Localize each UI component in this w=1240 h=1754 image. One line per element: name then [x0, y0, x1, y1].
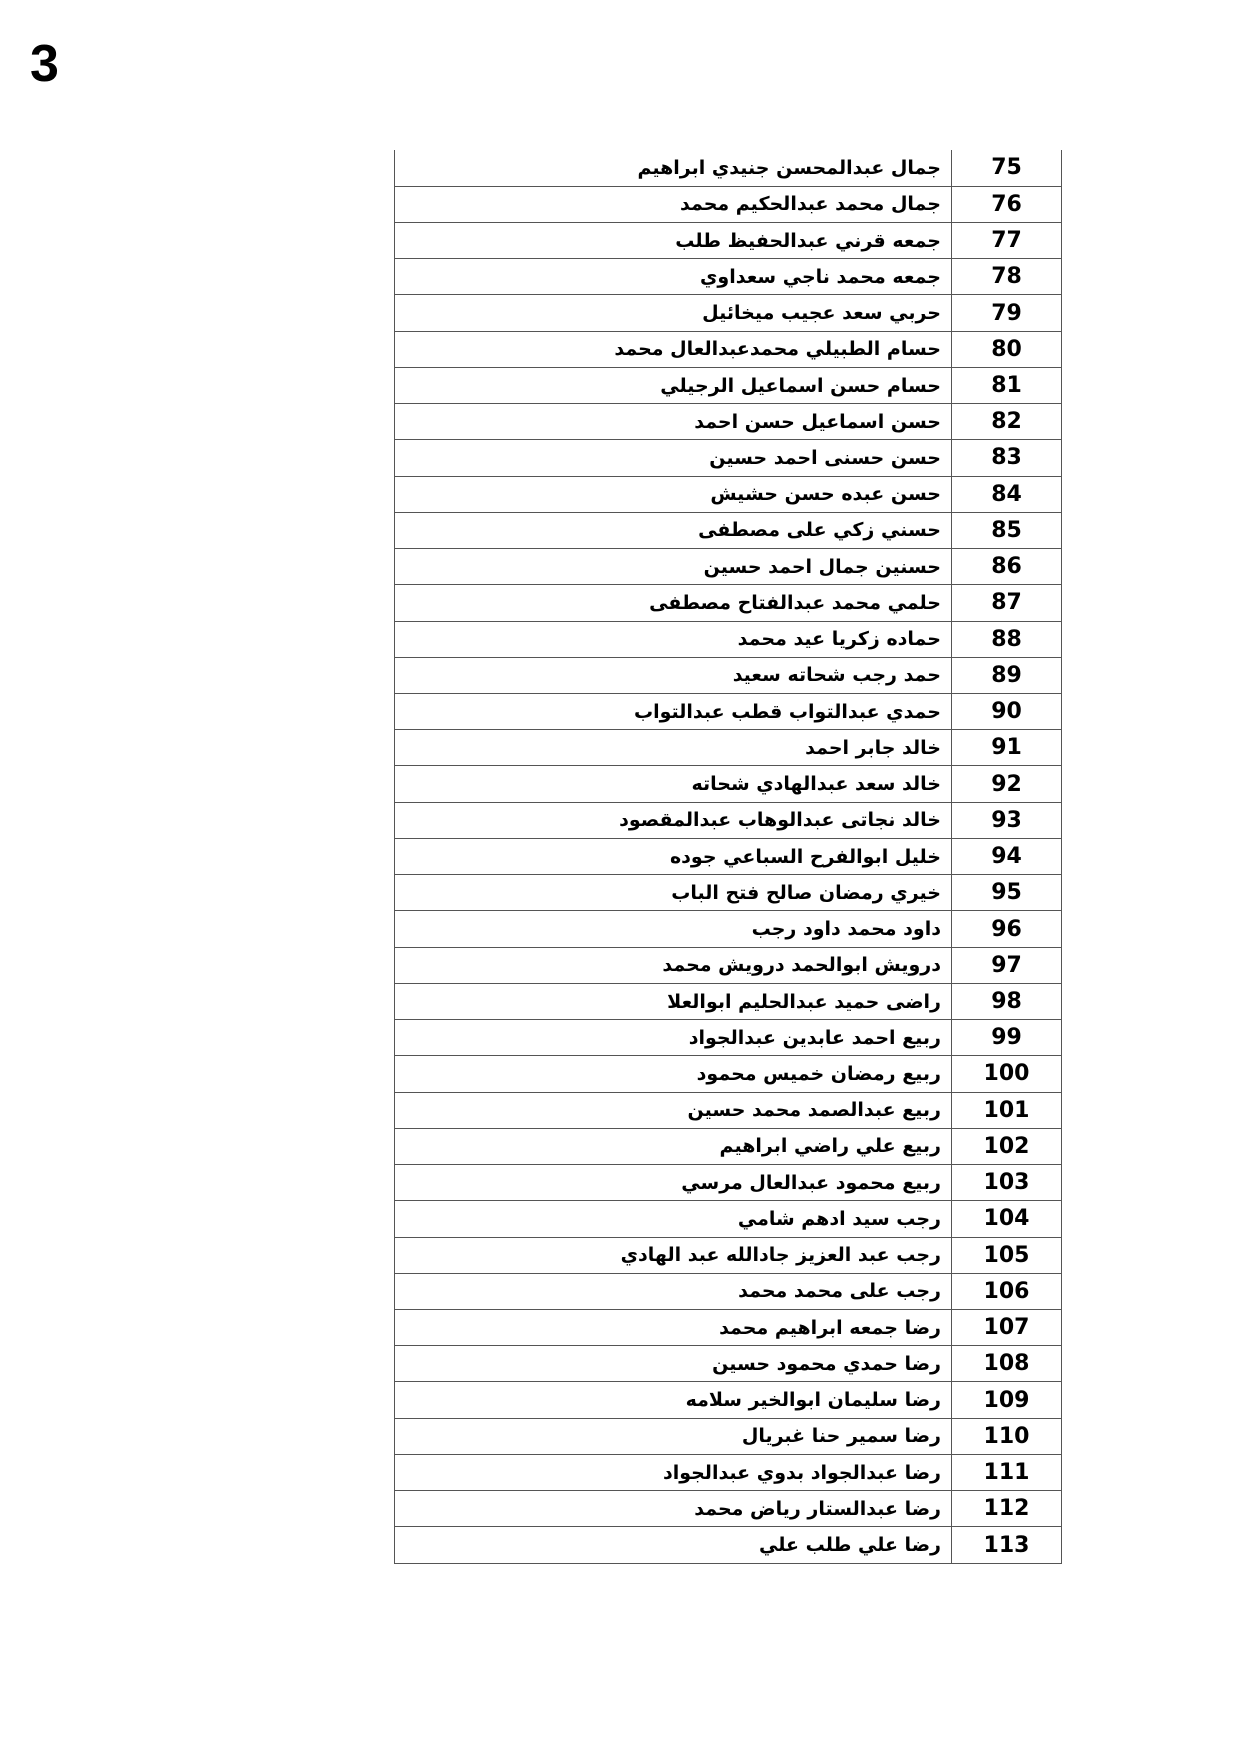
table-row: [395, 367, 1062, 403]
table-row: [395, 983, 1062, 1019]
row-number: 101: [952, 1092, 1062, 1128]
row-number: 90: [952, 694, 1062, 730]
row-number: 113: [952, 1527, 1062, 1563]
row-name: رضا سمير حنا غبريال: [395, 1418, 952, 1454]
row-name: حماده زكريا عيد محمد: [395, 621, 952, 657]
table-row: [395, 1418, 1062, 1454]
row-number: 99: [952, 1020, 1062, 1056]
table-row: [395, 1454, 1062, 1490]
row-number: 104: [952, 1201, 1062, 1237]
row-name: ربيع احمد عابدين عبدالجواد: [395, 1020, 952, 1056]
row-number: 93: [952, 802, 1062, 838]
table-row: [395, 1527, 1062, 1563]
row-name: حسنين جمال احمد حسين: [395, 549, 952, 585]
row-name: خالد جابر احمد: [395, 730, 952, 766]
row-name: حسام حسن اسماعيل الرجيلي: [395, 367, 952, 403]
table-row: [395, 657, 1062, 693]
table-row: [395, 222, 1062, 258]
row-number: 111: [952, 1454, 1062, 1490]
table-row: [395, 621, 1062, 657]
row-name: حسام الطبيلي محمدعبدالعال محمد: [395, 331, 952, 367]
row-name: حمدي عبدالتواب قطب عبدالتواب: [395, 694, 952, 730]
table-row: [395, 802, 1062, 838]
row-name: راضى حميد عبدالحليم ابوالعلا: [395, 983, 952, 1019]
row-name: رضا جمعه ابراهيم محمد: [395, 1310, 952, 1346]
row-name: جمعه قرني عبدالحفيظ طلب: [395, 222, 952, 258]
row-name: رضا سليمان ابوالخير سلامه: [395, 1382, 952, 1418]
table-row: [395, 476, 1062, 512]
row-name: حسن حسنى احمد حسين: [395, 440, 952, 476]
row-name: ربيع محمود عبدالعال مرسي: [395, 1165, 952, 1201]
row-name: ربيع علي راضي ابراهيم: [395, 1128, 952, 1164]
row-name: خالد سعد عبدالهادي شحاته: [395, 766, 952, 802]
row-number: 81: [952, 367, 1062, 403]
row-number: 100: [952, 1056, 1062, 1092]
row-name: جمال عبدالمحسن جنيدي ابراهيم: [395, 150, 952, 186]
row-number: 79: [952, 295, 1062, 331]
table-row: [395, 1382, 1062, 1418]
table-row: [395, 838, 1062, 874]
names-table-body: [395, 150, 1062, 1563]
table-row: [395, 1310, 1062, 1346]
row-number: 105: [952, 1237, 1062, 1273]
row-number: 83: [952, 440, 1062, 476]
row-number: 76: [952, 186, 1062, 222]
row-name: حسن عبده حسن حشيش: [395, 476, 952, 512]
row-name: رضا علي طلب علي: [395, 1527, 952, 1563]
row-number: 78: [952, 259, 1062, 295]
row-name: رضا حمدي محمود حسين: [395, 1346, 952, 1382]
table-row: [395, 1128, 1062, 1164]
row-name: خليل ابوالفرح السباعي جوده: [395, 838, 952, 874]
row-name: خيري رمضان صالح فتح الباب: [395, 875, 952, 911]
table-row: [395, 1346, 1062, 1382]
row-number: 109: [952, 1382, 1062, 1418]
row-number: 97: [952, 947, 1062, 983]
row-number: 102: [952, 1128, 1062, 1164]
page-number: 3: [30, 35, 59, 93]
table-row: [395, 404, 1062, 440]
row-name: حسني زكي على مصطفى: [395, 512, 952, 548]
row-number: 108: [952, 1346, 1062, 1382]
names-table: [394, 150, 1062, 1564]
table-row: [395, 295, 1062, 331]
row-name: حربي سعد عجيب ميخائيل: [395, 295, 952, 331]
table-row: [395, 1092, 1062, 1128]
table-row: [395, 1491, 1062, 1527]
row-number: 77: [952, 222, 1062, 258]
row-number: 85: [952, 512, 1062, 548]
table-row: [395, 730, 1062, 766]
row-name: رجب على محمد محمد: [395, 1273, 952, 1309]
row-name: جمال محمد عبدالحكيم محمد: [395, 186, 952, 222]
row-number: 96: [952, 911, 1062, 947]
row-name: ربيع رمضان خميس محمود: [395, 1056, 952, 1092]
table-row: [395, 1020, 1062, 1056]
row-name: خالد نجاتى عبدالوهاب عبدالمقصود: [395, 802, 952, 838]
row-number: 86: [952, 549, 1062, 585]
table-row: [395, 585, 1062, 621]
table-row: [395, 186, 1062, 222]
row-number: 75: [952, 150, 1062, 186]
row-name: درويش ابوالحمد درويش محمد: [395, 947, 952, 983]
row-number: 112: [952, 1491, 1062, 1527]
row-number: 91: [952, 730, 1062, 766]
row-name: ربيع عبدالصمد محمد حسين: [395, 1092, 952, 1128]
table-row: [395, 1056, 1062, 1092]
row-number: 107: [952, 1310, 1062, 1346]
row-name: حسن اسماعيل حسن احمد: [395, 404, 952, 440]
row-number: 87: [952, 585, 1062, 621]
row-number: 106: [952, 1273, 1062, 1309]
table-row: [395, 766, 1062, 802]
row-name: حمد رجب شحاته سعيد: [395, 657, 952, 693]
table-row: [395, 259, 1062, 295]
row-number: 80: [952, 331, 1062, 367]
row-number: 82: [952, 404, 1062, 440]
table-row: [395, 331, 1062, 367]
table-row: [395, 440, 1062, 476]
table-row: [395, 694, 1062, 730]
table-row: [395, 1201, 1062, 1237]
row-name: رضا عبدالستار رياض محمد: [395, 1491, 952, 1527]
row-name: رجب سيد ادهم شامي: [395, 1201, 952, 1237]
row-number: 84: [952, 476, 1062, 512]
row-name: حلمي محمد عبدالفتاح مصطفى: [395, 585, 952, 621]
table-row: [395, 1273, 1062, 1309]
row-name: رضا عبدالجواد بدوي عبدالجواد: [395, 1454, 952, 1490]
row-number: 94: [952, 838, 1062, 874]
row-number: 103: [952, 1165, 1062, 1201]
row-number: 89: [952, 657, 1062, 693]
table-row: [395, 1237, 1062, 1273]
row-number: 88: [952, 621, 1062, 657]
row-name: رجب عبد العزيز جادالله عبد الهادي: [395, 1237, 952, 1273]
table-row: [395, 875, 1062, 911]
table-row: [395, 150, 1062, 186]
table-row: [395, 911, 1062, 947]
table-row: [395, 1165, 1062, 1201]
row-number: 98: [952, 983, 1062, 1019]
row-number: 92: [952, 766, 1062, 802]
table-row: [395, 549, 1062, 585]
row-name: داود محمد داود رجب: [395, 911, 952, 947]
table-row: [395, 512, 1062, 548]
row-number: 110: [952, 1418, 1062, 1454]
row-number: 95: [952, 875, 1062, 911]
row-name: جمعه محمد ناجي سعداوي: [395, 259, 952, 295]
table-row: [395, 947, 1062, 983]
